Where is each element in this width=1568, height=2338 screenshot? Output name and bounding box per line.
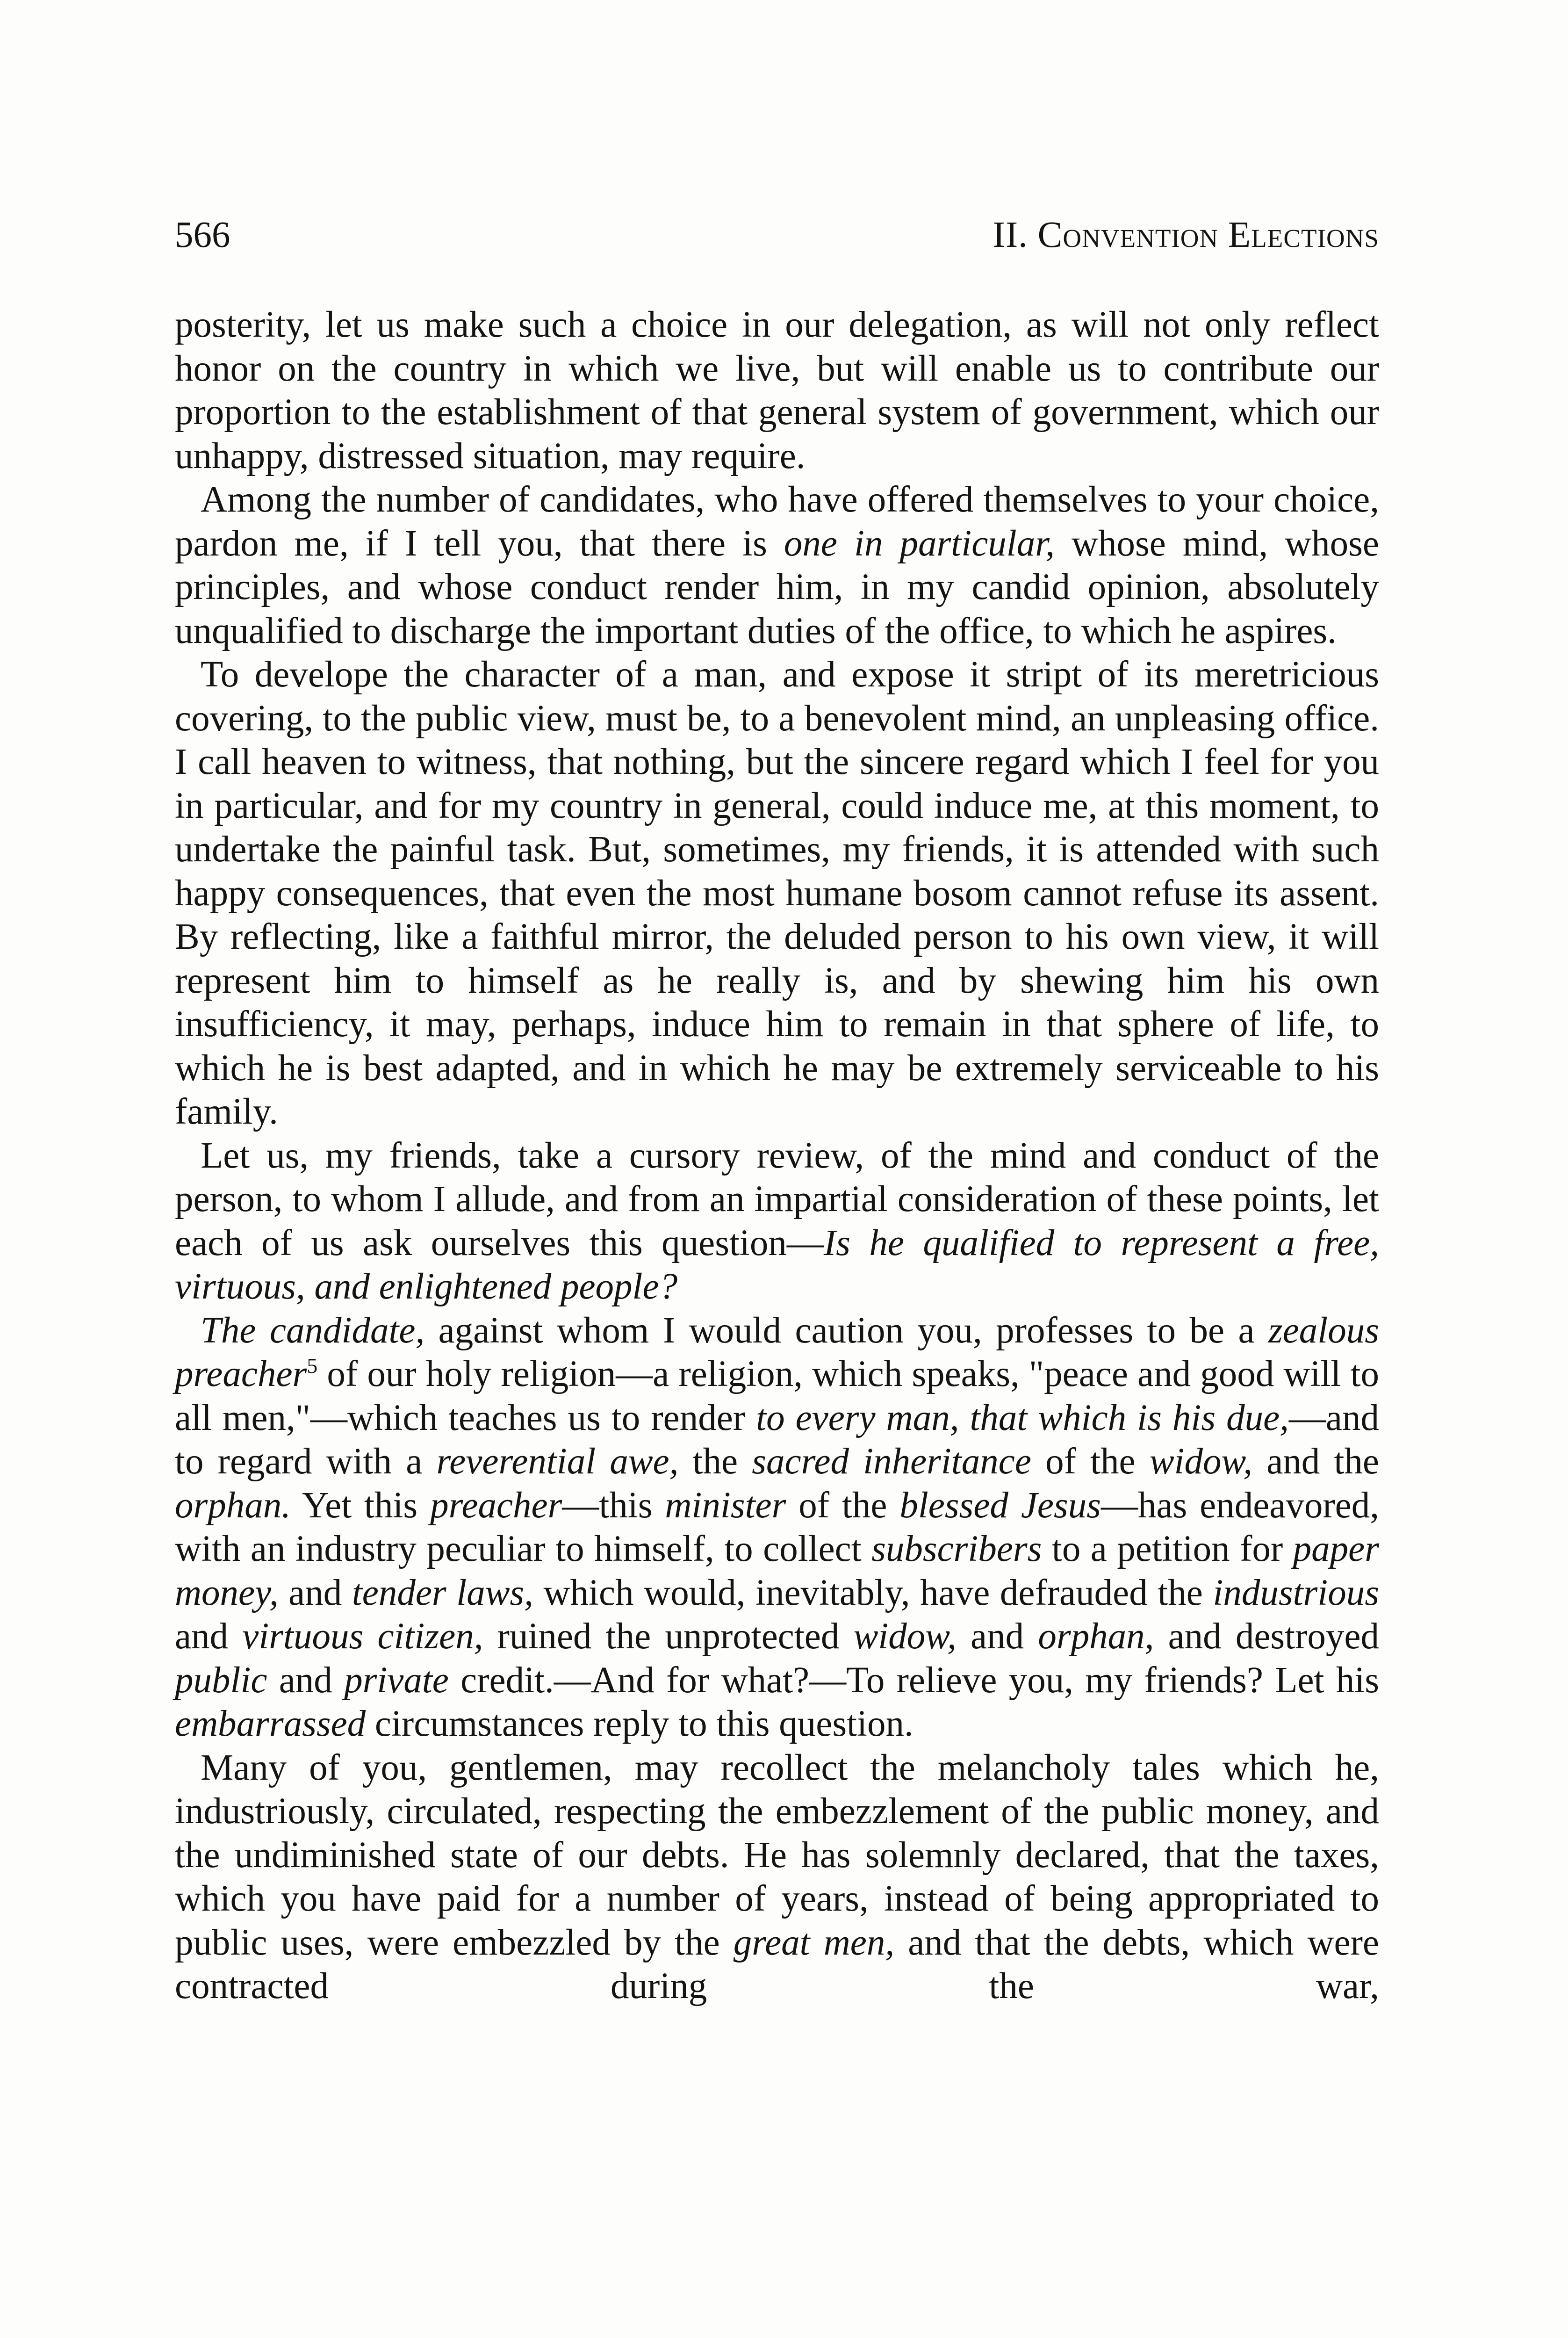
italic-text: widow, <box>853 1616 957 1657</box>
running-head <box>175 209 1379 261</box>
text-run: to a petition for <box>1042 1529 1293 1569</box>
text-run: whose mind, whose principles, and whose conduct render him, in my candid opinion, absolutely unqualified to discharge the important duties of the office, to which he aspires. <box>175 523 1379 651</box>
section-title: II. Convention Elections <box>993 215 1379 255</box>
footnote-marker: 5 <box>307 1354 318 1378</box>
italic-text: public <box>175 1660 267 1701</box>
italic-text: industrious <box>1213 1572 1379 1613</box>
text-run: and <box>175 1616 243 1657</box>
text-run: —has endeavored, with an industry peculiar to himself, to collect <box>175 1485 1379 1569</box>
text-run: and that the debts, which were contracted during the war, <box>175 1922 1379 2006</box>
text-run: credit.—And for what?—To relieve you, my friends? Let his <box>448 1660 1379 1701</box>
italic-text: Is he qualified to represent a free, virtuous, and enlightened people? <box>175 1222 1379 1307</box>
text-run: which would, inevitably, have defrauded the <box>533 1572 1213 1613</box>
italic-text: great men, <box>733 1922 895 1963</box>
text-run: Among the number of candidates, who have offered themselves to your choice, pardon me, if I tell you, that there is <box>175 479 1379 564</box>
page-number: 566 <box>175 215 230 255</box>
text-run: Let us, my friends, take a cursory review, of the mind and conduct of the person, to whom I allude, and from an impartial consideration of these points, let each of us ask ourselves this question— <box>175 1135 1379 1263</box>
text-run: and <box>267 1660 345 1701</box>
text-run: posterity, let us make such a choice in our delegation, as will not only reflect honor on the country in which we live, but will enable us to contribute our proportion to the establishment of that general system of government, which our unhappy, distressed situation, may require. <box>175 304 1379 476</box>
text-run: of the <box>786 1485 900 1526</box>
text-run: of our holy religion—a religion, which speaks, "peace and good will to all men,"—which teaches us to render <box>175 1354 1379 1438</box>
italic-text: paper money, <box>175 1529 1379 1613</box>
italic-text: subscribers <box>871 1529 1042 1569</box>
italic-text: widow, <box>1149 1441 1253 1482</box>
paragraph <box>175 303 1379 478</box>
text-run: of the <box>1031 1441 1150 1482</box>
italic-text: blessed Jesus <box>899 1485 1101 1526</box>
italic-text: orphan, <box>1038 1616 1154 1657</box>
body-text <box>175 303 1379 2008</box>
text-run: Yet this <box>291 1485 431 1526</box>
text-run: against whom I would caution you, professes to be a <box>424 1310 1268 1351</box>
text-run: and <box>278 1572 352 1613</box>
text-run: Many of you, gentlemen, may recollect the melancholy tales which he, industriously, circulated, respecting the embezzlement of the public money, and the undiminished state of our debts. He has solemnly declared, that the taxes, which you have paid for a number of years, instead of being appropriated to public uses, were embezzled by the <box>175 1747 1379 1963</box>
text-run: and destroyed <box>1154 1616 1379 1657</box>
italic-text: private <box>344 1660 449 1701</box>
italic-text: The candidate, <box>201 1310 425 1351</box>
italic-text: embarrassed <box>175 1703 366 1744</box>
text-run: ruined the unprotected <box>483 1616 854 1657</box>
italic-text: one in particular, <box>784 523 1055 564</box>
italic-text: minister <box>665 1485 786 1526</box>
text-run: —and to regard with a <box>175 1397 1379 1482</box>
italic-text: preacher <box>430 1485 562 1526</box>
italic-text: tender laws, <box>352 1572 533 1613</box>
italic-text: zealous preacher <box>175 1310 1379 1394</box>
paragraph <box>175 1746 1379 2008</box>
text-run: To develope the character of a man, and expose it stript of its meretricious covering, to the public view, must be, to a benevolent mind, an unpleasing office. I call heaven to witness, that nothing, but the sincere regard which I feel for you in particular, and for my country in general, could induce me, at this moment, to undertake the painful task. But, sometimes, my friends, it is attended with such happy consequences, that even the most humane bosom cannot refuse its assent. By reflecting, like a faithful mirror, the deluded person to his own view, it will represent him to himself as he really is, and by shewing him his own insufficiency, it may, perhaps, induce him to remain in that sphere of life, to which he is best adapted, and in which he may be extremely serviceable to his family. <box>175 654 1379 1132</box>
text-run: and the <box>1252 1441 1379 1482</box>
text-run: the <box>678 1441 752 1482</box>
text-run: —this <box>562 1485 665 1526</box>
italic-text: to every man, that which is his due, <box>756 1397 1289 1438</box>
text-run: and <box>956 1616 1038 1657</box>
paragraph <box>175 1309 1379 1746</box>
paragraph <box>175 478 1379 653</box>
italic-text: virtuous citizen, <box>242 1616 483 1657</box>
paragraph <box>175 653 1379 1134</box>
italic-text: orphan. <box>175 1485 291 1526</box>
italic-text: reverential awe, <box>436 1441 679 1482</box>
text-run: circumstances reply to this question. <box>366 1703 913 1744</box>
italic-text: sacred inheritance <box>752 1441 1031 1482</box>
paragraph <box>175 1134 1379 1309</box>
